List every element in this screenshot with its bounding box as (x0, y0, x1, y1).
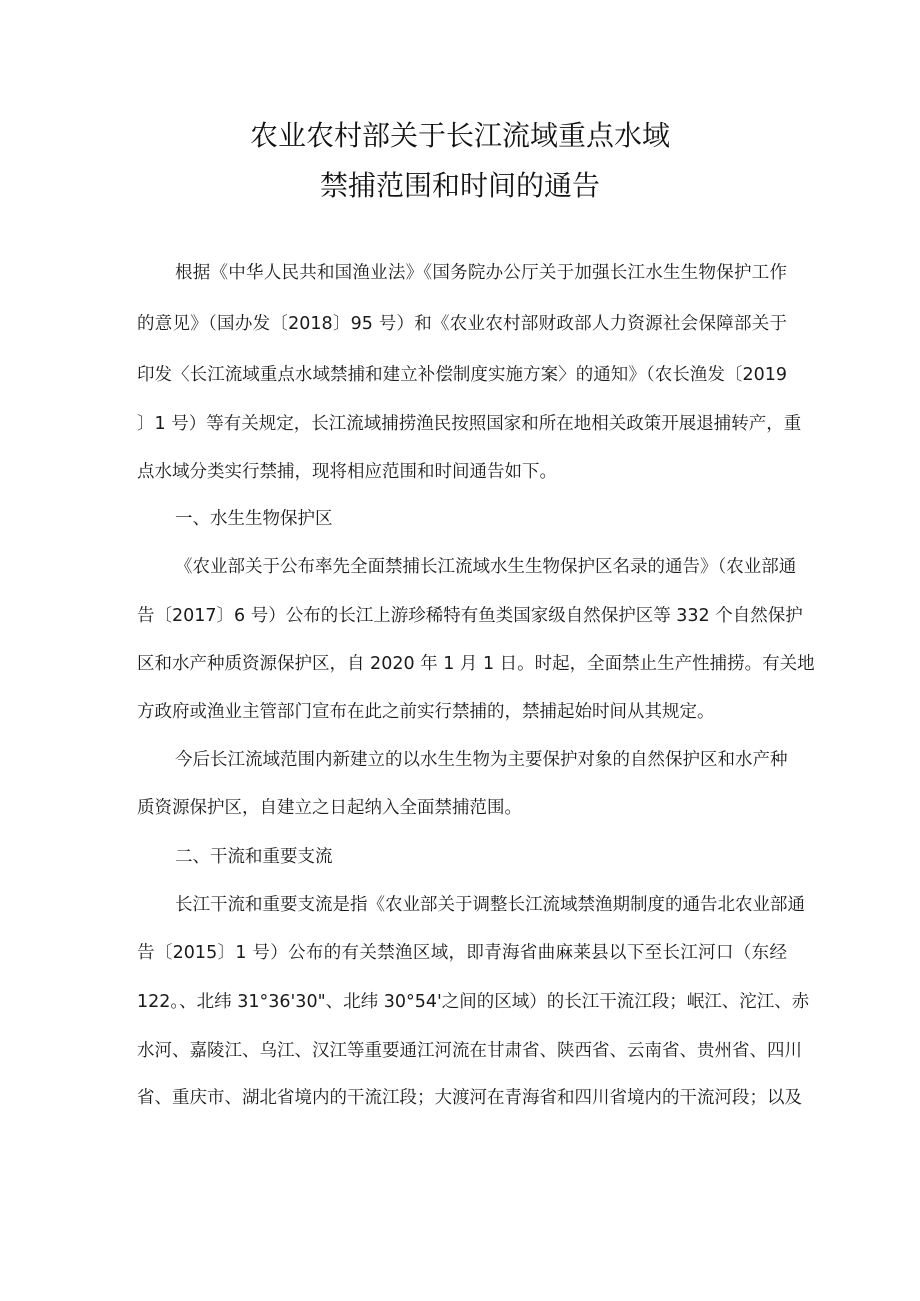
section-heading-2: 二、干流和重要支流 (175, 847, 333, 867)
document-title-line-2: 禁捕范围和时间的通告 (319, 169, 600, 202)
section-heading-1: 一、水生生物保护区 (175, 509, 333, 529)
paragraph-line: 区和水产种质资源保护区，自 2020 年 1 月 1 日。时起，全面禁止生产性捕捞。有关地 (137, 654, 815, 674)
paragraph-line: 告〔2017〕6 号）公布的长江上游珍稀特有鱼类国家级自然保护区等 332 个自然保护 (137, 606, 803, 626)
paragraph-line: 《农业部关于公布率先全面禁捕长江流域水生生物保护区名录的通告》（农业部通 (175, 557, 797, 577)
paragraph-line: 方政府或渔业主管部门宣布在此之前实行禁捕的，禁捕起始时间从其规定。 (137, 702, 715, 722)
paragraph-line: 长江干流和重要支流是指《农业部关于调整长江流域禁渔期制度的通告北农业部通 (175, 895, 805, 915)
paragraph-line: 〕1 号）等有关规定，长江流域捕捞渔民按照国家和所在地相关政策开展退捕转产，重 (137, 414, 802, 434)
paragraph-line: 根据《中华人民共和国渔业法》《国务院办公厅关于加强长江水生生物保护工作 (175, 263, 787, 283)
paragraph-line: 点水域分类实行禁捕，现将相应范围和时间通告如下。 (137, 462, 557, 482)
paragraph-line: 水河、嘉陵江、乌江、汉江等重要通江河流在甘肃省、陕西省、云南省、贵州省、四川 (137, 1041, 802, 1061)
paragraph-line: 省、重庆市、湖北省境内的干流江段；大渡河在青海省和四川省境内的干流河段；以及 (137, 1088, 802, 1108)
paragraph-line: 的意见》（国办发〔2018〕95 号）和《农业农村部财政部人力资源社会保障部关于 (137, 314, 787, 334)
paragraph-line: 今后长江流域范围内新建立的以水生生物为主要保护对象的自然保护区和水产种 (175, 750, 788, 770)
paragraph-line: 告〔2015〕1 号）公布的有关禁渔区域，即青海省曲麻莱县以下至长江河口（东经 (137, 943, 787, 963)
paragraph-line: 122。、北纬 31°36'30"、北纬 30°54'之间的区域）的长江干流江段；岷江、沱江、赤 (137, 992, 810, 1012)
document-title-line-1: 农业农村部关于长江流域重点水域 (249, 119, 670, 152)
paragraph-line: 质资源保护区，自建立之日起纳入全面禁捕范围。 (137, 798, 522, 818)
paragraph-line: 印发〈长江流域重点水域禁捕和建立补偿制度实施方案〉的通知》（农长渔发〔2019 (137, 365, 787, 385)
